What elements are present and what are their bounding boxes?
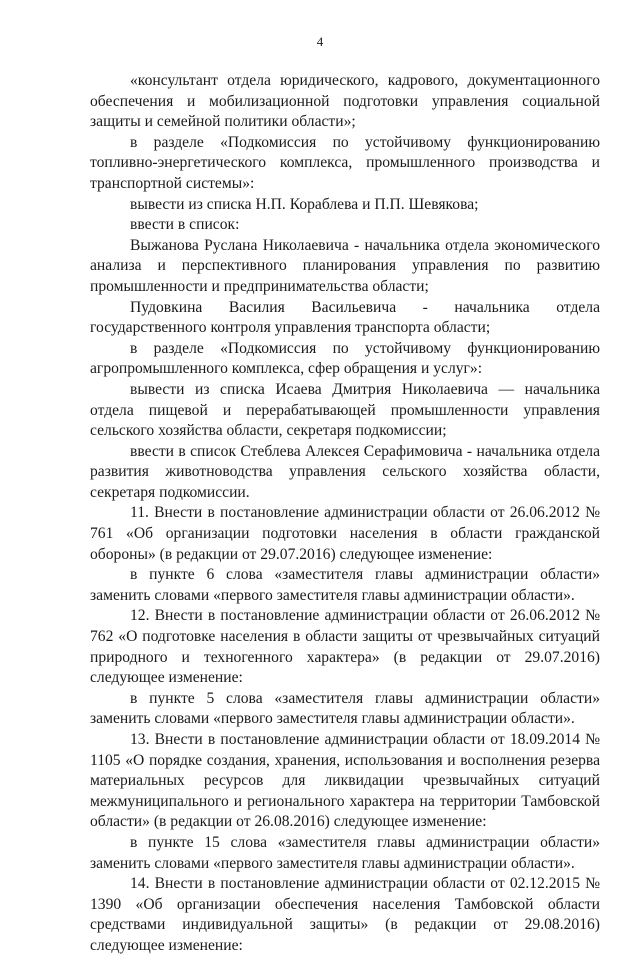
paragraph: в пункте 6 слова «заместителя главы администрации области» заменить словами «первого заместителя главы администрации области».: [90, 566, 600, 604]
paragraph: 12. Внести в постановление администрации области от 26.06.2012 № 762 «О подготовке населения в области защиты от чрезвычайных ситуаций природного и техногенного характера» (в редакции от 29.07.2016) следующее изменение:: [90, 607, 600, 687]
paragraph: 11. Внести в постановление администрации области от 26.06.2012 № 761 «Об организации подготовки населения в области гражданской обороны» (в редакции от 29.07.2016) следующее изменение:: [90, 504, 600, 563]
paragraph: Выжанова Руслана Николаевича - начальника отдела экономического анализа и перспективного планирования управления по развитию промышленности и предпринимательства области;: [90, 236, 600, 295]
paragraph: ввести в список Стеблева Алексея Серафимовича - начальника отдела развития животноводства управления сельского хозяйства области, секретаря подкомиссии.: [90, 442, 600, 501]
paragraph: вывести из списка Исаева Дмитрия Николаевича — начальника отдела пищевой и перерабатывающей промышленности управления сельского хозяйства области, секретаря подкомиссии;: [90, 380, 600, 440]
paragraph: в пункте 5 слова «заместителя главы администрации области» заменить словами «первого заместителя главы администрации области».: [90, 689, 600, 728]
document-body: [90, 71, 600, 957]
paragraph: «консультант отдела юридического, кадрового, документационного обеспечения и мобилизационной подготовки управления социальной защиты и семейной политики области»;: [90, 72, 600, 131]
page-number: 4: [316, 34, 324, 49]
paragraph: ввести в список:: [130, 216, 240, 234]
paragraph: Пудовкина Василия Васильевича - начальника отдела государственного контроля управления транспорта области;: [90, 298, 600, 337]
paragraph: вывести из списка Н.П. Кораблева и П.П. Шевякова;: [130, 195, 479, 213]
paragraph: в разделе «Подкомиссия по устойчивому функционированию топливно-энергетического комплекса, промышленного производства и транспортной системы»:: [90, 133, 600, 192]
paragraph: 13. Внести в постановление администрации области от 18.09.2014 № 1105 «О порядке создания, хранения, использования и восполнения резерва материальных ресурсов для ликвидации чрезвычайных ситуаций межмуниципального и регионального характера на территории Тамбовской области» (в редакции от 26.08.2016) следующее изменение:: [90, 731, 600, 831]
paragraph: 14. Внести в постановление администрации области от 02.12.2015 № 1390 «Об организации обеспечения населения Тамбовской области средствами индивидуальной защиты» (в редакции от 29.08.2016) следующее изменение:: [90, 875, 600, 954]
paragraph: в разделе «Подкомиссия по устойчивому функционированию агропромышленного комплекса, сфер обращения и услуг»:: [90, 339, 600, 378]
paragraph: в пункте 15 слова «заместителя главы администрации области» заменить словами «первого заместителя главы администрации области».: [90, 833, 600, 872]
